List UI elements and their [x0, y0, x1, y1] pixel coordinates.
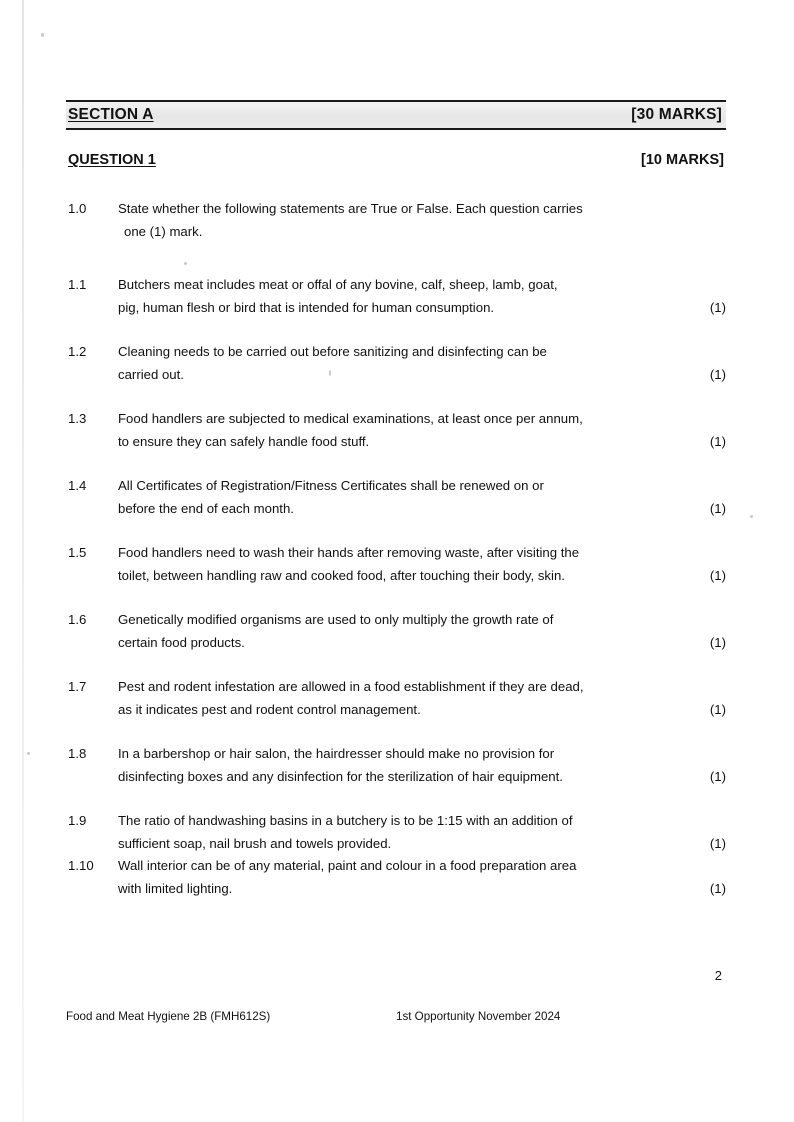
item-text — [118, 855, 664, 900]
item-text-line: disinfecting boxes and any disinfection for the sterilization of hair equipment. — [118, 768, 563, 784]
item-text-line: Genetically modified organisms are used to only multiply the growth rate of — [118, 612, 554, 627]
item-text-line: The ratio of handwashing basins in a butchery is to be 1:15 with an addition of — [118, 813, 573, 828]
item-mark: (1) — [709, 299, 726, 315]
list-item — [66, 855, 726, 900]
scan-edge — [22, 0, 24, 1122]
item-text-line: sufficient soap, nail brush and towels provided. — [118, 835, 392, 851]
item-number: 1.10 — [68, 858, 94, 873]
list-item — [66, 408, 726, 453]
section-title: SECTION A — [68, 106, 154, 123]
item-text — [118, 475, 664, 520]
item-text — [118, 408, 664, 453]
item-text-line: with limited lighting. — [118, 880, 233, 896]
item-text — [118, 609, 664, 654]
page-number: 2 — [714, 968, 722, 983]
footer-opportunity: 1st Opportunity November 2024 — [396, 1010, 561, 1023]
list-item — [66, 198, 726, 243]
item-mark: (1) — [709, 500, 726, 516]
question-title: QUESTION 1 — [68, 152, 156, 168]
item-text-line: before the end of each month. — [118, 500, 294, 516]
item-text-line: Food handlers are subjected to medical examinations, at least once per annum, — [118, 411, 583, 426]
item-text-line: Pest and rodent infestation are allowed in a food establishment if they are dead, — [118, 679, 584, 694]
item-number: 1.3 — [68, 411, 87, 426]
section-marks: [30 MARKS] — [631, 106, 722, 123]
list-item — [66, 475, 726, 520]
item-number: 1.0 — [68, 201, 87, 216]
item-number: 1.2 — [68, 344, 87, 359]
item-text-line: In a barbershop or hair salon, the hairdresser should make no provision for — [118, 746, 555, 761]
item-text-line: Wall interior can be of any material, paint and colour in a food preparation area — [118, 858, 577, 873]
item-mark: (1) — [709, 433, 726, 449]
question-header — [68, 152, 724, 168]
scan-speck — [41, 33, 44, 37]
list-item — [66, 274, 726, 319]
item-mark: (1) — [709, 835, 726, 851]
item-number: 1.6 — [68, 612, 87, 627]
item-text-line: to ensure they can safely handle food stuff. — [118, 433, 370, 449]
item-number: 1.4 — [68, 478, 87, 493]
sheet-content — [66, 0, 728, 1122]
page-footer — [66, 1010, 726, 1023]
item-text — [118, 341, 664, 386]
item-text-line: All Certificates of Registration/Fitness Certificates shall be renewed on or — [118, 478, 544, 493]
item-number: 1.1 — [68, 277, 87, 292]
item-mark: (1) — [709, 634, 726, 650]
list-item — [66, 810, 726, 855]
section-header-band — [66, 100, 726, 130]
item-mark: (1) — [709, 880, 726, 896]
list-item — [66, 609, 726, 654]
item-text — [118, 810, 664, 855]
item-text-line: carried out. — [118, 366, 184, 382]
item-number: 1.9 — [68, 813, 87, 828]
item-text-line: certain food products. — [118, 634, 245, 650]
item-text — [118, 198, 664, 243]
item-text-line: Butchers meat includes meat or offal of any bovine, calf, sheep, lamb, goat, — [118, 277, 558, 292]
item-text-line: Food handlers need to wash their hands after removing waste, after visiting the — [118, 545, 580, 560]
list-item — [66, 341, 726, 386]
item-number: 1.7 — [68, 679, 87, 694]
item-text-line: toilet, between handling raw and cooked food, after touching their body, skin. — [118, 567, 565, 583]
item-text-line: State whether the following statements are True or False. Each question carries — [118, 201, 583, 216]
item-text — [118, 743, 664, 788]
item-mark: (1) — [709, 768, 726, 784]
item-text — [118, 542, 664, 587]
item-text-line: pig, human flesh or bird that is intended for human consumption. — [118, 299, 495, 315]
item-text-line: as it indicates pest and rodent control management. — [118, 701, 421, 717]
question-items — [66, 198, 726, 900]
item-number: 1.5 — [68, 545, 87, 560]
item-text — [118, 676, 664, 721]
footer-course: Food and Meat Hygiene 2B (FMH612S) — [66, 1010, 271, 1023]
item-text-line: one (1) mark. — [124, 223, 203, 239]
list-item — [66, 676, 726, 721]
item-text — [118, 274, 664, 319]
list-item — [66, 542, 726, 587]
question-marks: [10 MARKS] — [641, 152, 724, 168]
item-mark: (1) — [709, 567, 726, 583]
item-mark: (1) — [709, 366, 726, 382]
scan-speck — [27, 752, 30, 755]
item-number: 1.8 — [68, 746, 87, 761]
item-text-line: Cleaning needs to be carried out before sanitizing and disinfecting can be — [118, 344, 547, 359]
list-item — [66, 743, 726, 788]
scan-speck — [750, 515, 753, 518]
item-mark: (1) — [709, 701, 726, 717]
